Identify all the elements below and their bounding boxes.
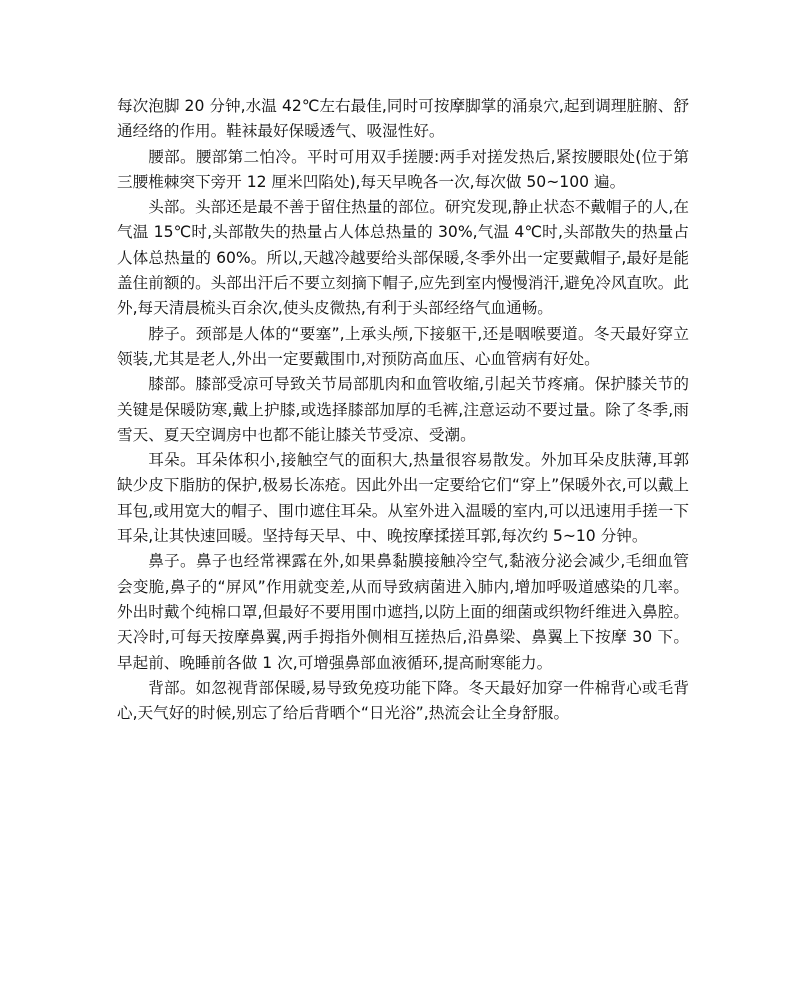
paragraph-knee: 膝部。膝部受凉可导致关节局部肌肉和血管收缩,引起关节疼痛。保护膝关节的关键是保暖防寒,戴上护膝,或选择膝部加厚的毛裤,注意运动不要过量。除了冬季,雨雪天、夏天空调房中也都不能让膝关节受凉、受潮。	[117, 375, 689, 444]
paragraph-ears: 耳朵。耳朵体积小,接触空气的面积大,热量很容易散发。外加耳朵皮肤薄,耳郭缺少皮下脂肪的保护,极易长冻疮。因此外出一定要给它们“穿上”保暖外衣,可以戴上耳包,或用宽大的帽子、围巾遮住耳朵。从室外进入温暖的室内,可以迅速用手搓一下耳朵,让其快速回暖。坚持每天早、中、晚按摩揉搓耳郭,每次约 5~10 分钟。	[117, 451, 689, 546]
paragraph-back: 背部。如忽视背部保暖,易导致免疫功能下降。冬天最好加穿一件棉背心或毛背心,天气好的时候,别忘了给后背晒个“日光浴”,热流会让全身舒服。	[117, 678, 689, 723]
paragraph-waist: 腰部。腰部第二怕冷。平时可用双手搓腰:两手对搓发热后,紧按腰眼处(位于第三腰椎棘突下旁开 12 厘米凹陷处),每天早晚各一次,每次做 50~100 遍。	[117, 147, 689, 191]
paragraph-neck: 脖子。颈部是人体的“要塞”,上承头颅,下接躯干,还是咽喉要道。冬天最好穿立领装,尤其是老人,外出一定要戴围巾,对预防高血压、心血管病有好处。	[117, 324, 689, 368]
document-page	[117, 94, 689, 726]
paragraph-head: 头部。头部还是最不善于留住热量的部位。研究发现,静止状态不戴帽子的人,在气温 15℃时,头部散失的热量占人体总热量的 30%,气温 4℃时,头部散失的热量占人体总热量的 60%。所以,天越冷越要给头部保暖,冬季外出一定要戴帽子,最好是能盖住前额的。头部出汗后不要立刻摘下帽子,应先到室内慢慢消汗,避免冷风直吹。此外,每天清晨梳头百余次,使头皮微热,有利于头部经络气血通畅。	[117, 198, 689, 318]
paragraph-foot-continued: 每次泡脚 20 分钟,水温 42℃左右最佳,同时可按摩脚掌的涌泉穴,起到调理脏腑、舒通经络的作用。鞋袜最好保暖透气、吸湿性好。	[117, 97, 689, 141]
paragraph-nose: 鼻子。鼻子也经常裸露在外,如果鼻黏膜接触冷空气,黏液分泌会减少,毛细血管会变脆,鼻子的“屏风”作用就变差,从而导致病菌进入肺内,增加呼吸道感染的几率。外出时戴个纯棉口罩,但最好不要用围巾遮挡,以防上面的细菌或织物纤维进入鼻腔。天冷时,可每天按摩鼻翼,两手拇指外侧相互搓热后,沿鼻梁、鼻翼上下按摩 30 下。早起前、晚睡前各做 1 次,可增强鼻部血液循环,提高耐寒能力。	[117, 552, 689, 672]
